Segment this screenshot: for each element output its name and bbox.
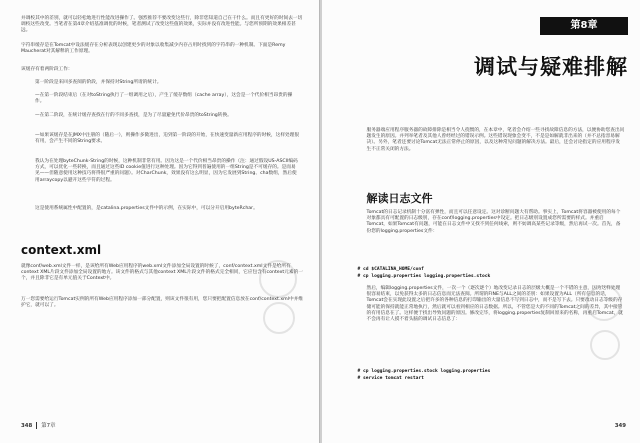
code-block-backup bbox=[358, 266, 491, 280]
code-line: # cp logging.properties.stock logging.properties bbox=[357, 369, 491, 374]
section-heading-logs: 解读日志文件 bbox=[366, 192, 433, 205]
right-intro-paragraph: 服务器端应用程序服务器的故障排除是相当令人挠惯的，在本章中，笔者会介绍一些寻找故障信息的方法，以便协助您查出问题发生的原因。并列举笔者及其他人曾经经过的错误示例。这些错误现象会变不，不是是如解就非出来的（并不总指容易解决）。另外，笔者还要讨论Tomcat无法正常停止的原因，以及这种常见问题的解决方法。最后，还会讨论指定的应用程序发生不正常关闭的方法。 bbox=[366, 128, 625, 152]
section-heading-context-xml: context.xml bbox=[21, 243, 102, 257]
right-page-number: 349 bbox=[614, 423, 626, 429]
left-list-item-3: —在第二阶段，在统计缓存查找在行的不同多查找，是为了尽量避免代价昂贵的toString转换。 bbox=[35, 113, 232, 118]
left-list-item-1: 第一阶段是来回多查阅的阶段，并保持对String所请的统计。 bbox=[35, 80, 162, 85]
left-list-item-2: —在第一阶段结束后（在对toString执行了一组调用之后），产生了缓存数组（cache array），这会是一个代价相当昂贵的操作。 bbox=[35, 93, 293, 105]
code-line: # cd $CATALINA_HOME/conf bbox=[357, 267, 424, 272]
code-line: # service tomcat restart bbox=[357, 376, 424, 381]
left-section-paragraph-1: 就像conf/web.xml文件一样，是该给所有Web应用程序的web.xml文件添加全局设置的时候了，conf/context.xml文件是给所有context XML片段文件添加全局设置的地方。该文件的格式与其他context XML片段文件的格式完全相同，它应包含有context元素的一个，并且除非它是有单元值关于Context中。 bbox=[21, 264, 303, 282]
code-block-restore bbox=[358, 368, 491, 382]
code-line: # cp logging.properties logging.properties.stock bbox=[357, 274, 491, 279]
footer-separator bbox=[36, 422, 37, 429]
right-page bbox=[322, 0, 640, 443]
left-footer bbox=[21, 421, 55, 429]
left-paragraph-3: 该缓存有着两阶段工作： bbox=[21, 67, 73, 72]
left-page-number: 348 bbox=[21, 423, 33, 429]
right-footer bbox=[615, 423, 626, 429]
watermark-left bbox=[259, 250, 299, 350]
left-list-item-4: —如果该缓存是在JMX中注册的（随后一），则操作多微进出，迫到第一阶段的开始，在快速变量新应用程序的时候，这样处理很有用，会产生不同的String要求。 bbox=[35, 133, 300, 145]
left-list-item-6: 这是使用系统属性中配置的，是catalina.properties文件中的示例，在实际中，可以分开启用byteRchar。 bbox=[35, 206, 258, 211]
left-paragraph-1: 并调校其中的差别，就可以轻松地进行性能改进操作了。强烈推荐不要改变这些行，除非您知道自己在干什么。而且有更好的时间去一切调校这些改变。当笔者在第4章介绍基准调优的时候，笔者测试了改变这些值的效果，实际并没有改进性能。与您所预期的效果相差甚远。 bbox=[21, 16, 303, 34]
left-list-item-5: 我认为在处理byteChunk-String的时候，这种机制非常有用。因为这是一个代价相当昂贵的操作（注：通过假设US-ASCII编码方式，可以优化一些转换，而且通过这些ID cookie值进行这种处理。因为它得到普遍使用的一组String是不可缓存的。是而易见——但随意使用这种技巧将得很严重的问题）。对CharChunk，效果没有这么明显，因为它发展到String、cha数组，然后使用arraycopy以避开这些字符的过程。 bbox=[35, 159, 298, 183]
watermark-right bbox=[584, 280, 624, 380]
chapter-title: 调试与疑难排解 bbox=[474, 55, 628, 79]
left-chapter-ref: 第7章 bbox=[41, 423, 56, 429]
left-section-paragraph-2: 万一您需要给运行Tomcat实例的所有Web应用程序添加一部分配置，则该文件很有用，您只要把配置信息放在conf/context.xml中并维护它，就可以了。 bbox=[21, 297, 304, 309]
chapter-label-box: 第8章 bbox=[540, 17, 628, 35]
right-middle-paragraph: 然后，编辑logging.properties文件，一次一个（逐次逐个）地改变记录日志的层级大概是一个不错的主意，因为这样处理很容易结束，以免获得太多的日志信息而无法查阅。所谓的FINE与ALL之间的差别：如果设置为ALL（所有信息的话，Tomcat会在实现此设置之后把许多的各种信息的打印输出的大量信息不写到日志中，而不是写下去。只要改动日志等级的存储可能的保持就能正常地执行，然后就可以看到相应的日志数据。所以，不管您是大的不同的Tomcat之间的差异，其中接管的有用信息在了。这样便于找出导致问题的原因。修改完毕，将logging.properties复制回原来的名称，再重启Tomcat，就不会再有让人摸不着头脑的调试日志信息了： bbox=[366, 286, 623, 323]
left-paragraph-2: 字符串缓存是在Tomcat中设法缓存在分析表现以创建更少的对象以收集减少内存占用时找到的字符串的一种机制。下面是Remy Maucherat对其解释的工作原理。 bbox=[21, 43, 286, 55]
right-section-paragraph-1: Tomcat的日志记录机制十分富有弹性，而且可以任意设定。这对诊断问题大有帮助。事实上，Tomcat将容器被使用的每个对象都具有可配置的日志级别，存在conf/logging.properties中设定。把日志级别设置成您所需要的样式。并重启Tomcat，如果Tomcat有问题，可能在日志文件中又找不到任何线索，则不妨调高某些记录等级，然后再试一次。首先，备份您的logging.properties文件： bbox=[366, 210, 621, 234]
